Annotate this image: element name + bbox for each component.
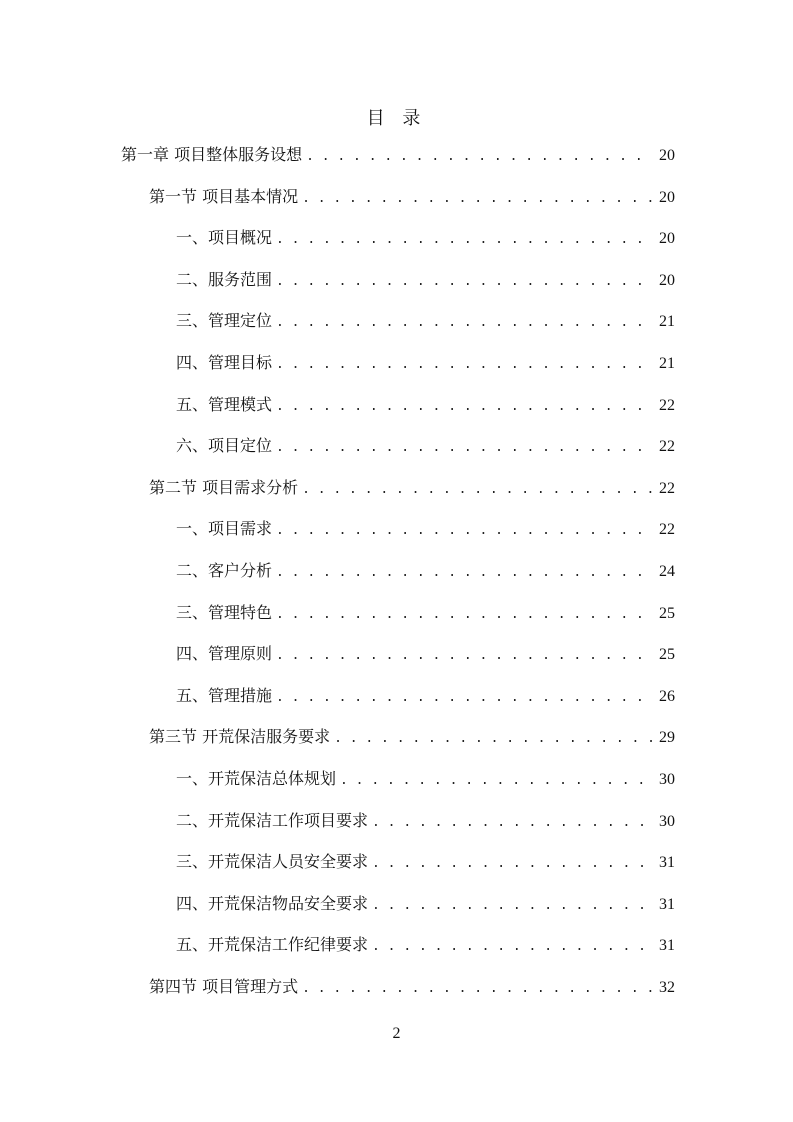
toc-entry[interactable] [149,184,675,210]
toc-entry-text: 第一节 项目基本情况 [149,186,299,206]
toc-dot-leader [276,685,653,711]
toc-entry-page: 20 [659,230,675,248]
toc-dot-leader [276,560,653,586]
toc-dot-leader [276,518,653,544]
toc-entry-text: 五、管理措施 [176,685,273,705]
toc-entry-text: 二、客户分析 [176,561,273,580]
toc-entry-text: 二、开荒保洁工作项目要求 [176,810,369,830]
toc-entry-page: 31 [659,937,675,955]
toc-dot-leader [306,144,653,170]
toc-entry-text: 四、开荒保洁物品安全要求 [176,893,369,913]
toc-entry-text: 四、管理目标 [176,353,273,372]
toc-entry[interactable] [176,225,675,251]
toc-dot-leader [302,976,653,1002]
toc-dot-leader [372,810,653,836]
toc-dot-leader [276,227,653,253]
toc-entry-text: 二、服务范围 [176,269,273,289]
toc-dot-leader [276,643,653,669]
toc-entry[interactable] [176,849,675,875]
toc-entry-text: 第二节 项目需求分析 [149,477,299,497]
toc-entry-text: 第四节 项目管理方式 [149,977,299,996]
toc-dot-leader [302,477,653,503]
toc-entry-text: 三、管理定位 [176,311,273,331]
toc-entry-page: 22 [659,479,675,497]
toc-entry-page: 22 [659,396,675,414]
toc-entry[interactable] [176,683,675,709]
toc-entry-page: 24 [659,563,675,580]
toc-entry-page: 25 [659,646,675,664]
toc-dot-leader [276,269,653,295]
toc-entry[interactable] [149,974,675,1000]
toc-entry-page: 22 [659,521,675,539]
toc-entry-page: 22 [659,438,675,456]
toc-entry-page: 30 [659,812,675,830]
toc-dot-leader [372,934,653,960]
toc-entry-text: 四、管理原则 [176,644,273,664]
toc-title: 目 录 [366,108,427,129]
toc-entry[interactable] [176,932,675,958]
toc-dot-leader [372,893,653,919]
toc-dot-leader [372,851,653,877]
toc-dot-leader [302,186,653,212]
toc-entry-page: 25 [659,604,675,622]
toc-dot-leader [276,602,653,628]
toc-dot-leader [276,394,653,420]
toc-entry[interactable] [176,308,675,334]
toc-entry-text: 一、开荒保洁总体规划 [176,769,337,788]
toc-entry-page: 29 [659,729,675,747]
toc-entry-text: 六、项目定位 [176,436,273,456]
toc-entry-page: 20 [659,147,675,164]
toc-entry-page: 30 [659,771,675,788]
toc-dot-leader [340,768,653,794]
toc-entry[interactable] [176,600,675,626]
toc-entry-page: 20 [659,188,675,206]
toc-entry-text: 一、项目概况 [176,228,273,248]
toc-dot-leader [276,352,653,378]
toc-entry[interactable] [176,392,675,418]
toc-entry-text: 五、开荒保洁工作纪律要求 [176,935,369,955]
toc-entry-text: 三、开荒保洁人员安全要求 [176,852,369,872]
toc-entry[interactable] [176,516,675,542]
toc-entry-page: 31 [659,895,675,913]
toc-entry-page: 20 [659,271,675,289]
toc-entry[interactable] [176,558,675,584]
toc-entry-text: 三、管理特色 [176,602,273,622]
toc-entry-text: 一、项目需求 [176,519,273,539]
toc-entry-page: 21 [659,355,675,372]
toc-entry[interactable] [176,641,675,667]
toc-entry[interactable] [176,267,675,293]
toc-entry-text: 第三节 开荒保洁服务要求 [149,727,331,747]
toc-entry[interactable] [149,724,675,750]
toc-entry[interactable] [176,350,675,376]
toc-entry-page: 31 [659,854,675,872]
toc-dot-leader [334,726,653,752]
toc-entry[interactable] [149,475,675,501]
toc-entry[interactable] [176,808,675,834]
toc-entry[interactable] [176,766,675,792]
toc-entry-page: 21 [659,313,675,331]
toc-entry[interactable] [176,891,675,917]
toc-entry-page: 32 [659,979,675,996]
page-number: 2 [392,1025,401,1042]
toc-entry[interactable] [121,142,675,168]
toc-dot-leader [276,435,653,461]
toc-entry-text: 五、管理模式 [176,394,273,414]
toc-entry-page: 26 [659,687,675,705]
toc-entry-text: 第一章 项目整体服务设想 [121,145,303,164]
toc-entry[interactable] [176,433,675,459]
toc-dot-leader [276,310,653,336]
